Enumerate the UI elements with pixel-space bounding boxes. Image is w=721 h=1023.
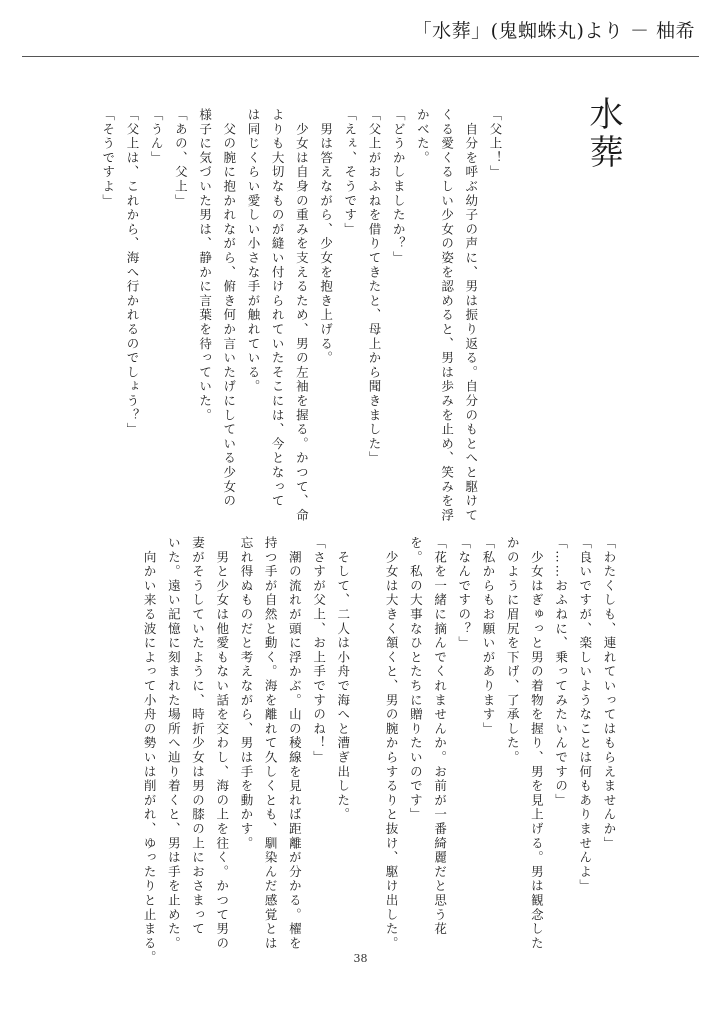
text-line: 「父上！」 bbox=[488, 108, 503, 180]
text-line: 「良いですが、楽しいようなことは何もありませんよ」 bbox=[577, 536, 593, 894]
text-line: かべた。 bbox=[415, 108, 431, 166]
text-line: 男は答えながら、少女を抱き上げる。 bbox=[318, 108, 334, 366]
text-line: そして、二人は小舟で海へと漕ぎ出した。 bbox=[335, 536, 351, 822]
text-line: くる愛くるしい少女の姿を認めると、男は歩みを止め、笑みを浮 bbox=[439, 108, 455, 523]
text-line: 「私からもお願いがあります」 bbox=[480, 536, 496, 737]
blank-line bbox=[355, 536, 379, 926]
text-line: 男と少女は他愛もない話を交わし、海の上を往く。かつて男の bbox=[214, 536, 230, 951]
text-line: 「さすが父上、お上手ですのね！」 bbox=[311, 536, 327, 765]
text-line: 様子に気づいた男は、静かに言葉を待っていた。 bbox=[197, 108, 213, 423]
story-title: 水葬 bbox=[583, 96, 623, 172]
text-line: 少女はぎゅっと男の着物を握り、男を見上げる。男は観念した bbox=[529, 536, 545, 951]
text-line: よりも大切なものが縫い付けられていたそこには、今となって bbox=[270, 108, 286, 509]
text-line: いた。遠い記憶に刻まれた場所へ辿り着くと、男は手を止めた。 bbox=[166, 536, 182, 951]
page-number: 38 bbox=[353, 952, 368, 965]
text-line: 「わたくしも、連れていってはもらえませんか」 bbox=[602, 536, 617, 851]
text-line: 少女は自身の重みを支えるため、男の左袖を握る。かつて、命 bbox=[294, 108, 310, 523]
text-line: 潮の流れが頭に浮かぶ。山の稜線を見れば距離が分かる。櫂を bbox=[287, 536, 303, 951]
header-title: 「水葬」(鬼蜘蛛丸)より － 柚希 bbox=[412, 20, 695, 42]
text-line: 「どうかしましたか？」 bbox=[391, 108, 407, 266]
text-line: 「えぇ、そうです」 bbox=[342, 108, 358, 237]
text-line: 持つ手が自然と動く。海を離れて久しくとも、馴染んだ感覚とは bbox=[263, 536, 279, 951]
text-line: 「あの、父上」 bbox=[173, 108, 189, 209]
text-line: かのように眉尻を下げ、了承した。 bbox=[505, 536, 521, 765]
text-line: 「父上は、これから、海へ行かれるのでしょう？」 bbox=[124, 108, 140, 437]
text-line: を。私の大事なひとたちに贈りたいのです」 bbox=[408, 536, 424, 822]
text-line: 忘れ得ぬものだと考えながら、男は手を動かす。 bbox=[238, 536, 254, 851]
text-line: 向かい来る波によって小舟の勢いは削がれ、ゆったりと止まる。 bbox=[142, 536, 158, 965]
header-divider bbox=[22, 56, 699, 57]
text-block-top bbox=[96, 108, 507, 523]
text-line: は同じくらい愛しい小さな手が触れている。 bbox=[245, 108, 261, 394]
text-line: 「そうですよ」 bbox=[100, 108, 116, 209]
text-line: 少女は大きく頷くと、男の腕からするりと抜け、駆け出した。 bbox=[384, 536, 400, 951]
text-line: 「なんですの？」 bbox=[456, 536, 472, 651]
text-line: 「うん」 bbox=[149, 108, 165, 166]
text-line: 自分を呼ぶ幼子の声に、男は振り返る。自分のもとへと駆けて bbox=[463, 108, 479, 523]
text-line: 妻がそうしていたように、時折少女は男の膝の上におさまって bbox=[190, 536, 206, 937]
text-line: 「父上がおふねを借りてきたと、母上から聞きました」 bbox=[366, 108, 382, 466]
text-line: 「……おふねに、乗ってみたいんですの」 bbox=[553, 536, 569, 808]
text-line: 父の腕に抱かれながら、俯き何か言いたげにしている少女の bbox=[221, 108, 237, 509]
text-line: 「花を一緒に摘んでくれませんか。お前が一番綺麗だと思う花 bbox=[432, 536, 448, 937]
